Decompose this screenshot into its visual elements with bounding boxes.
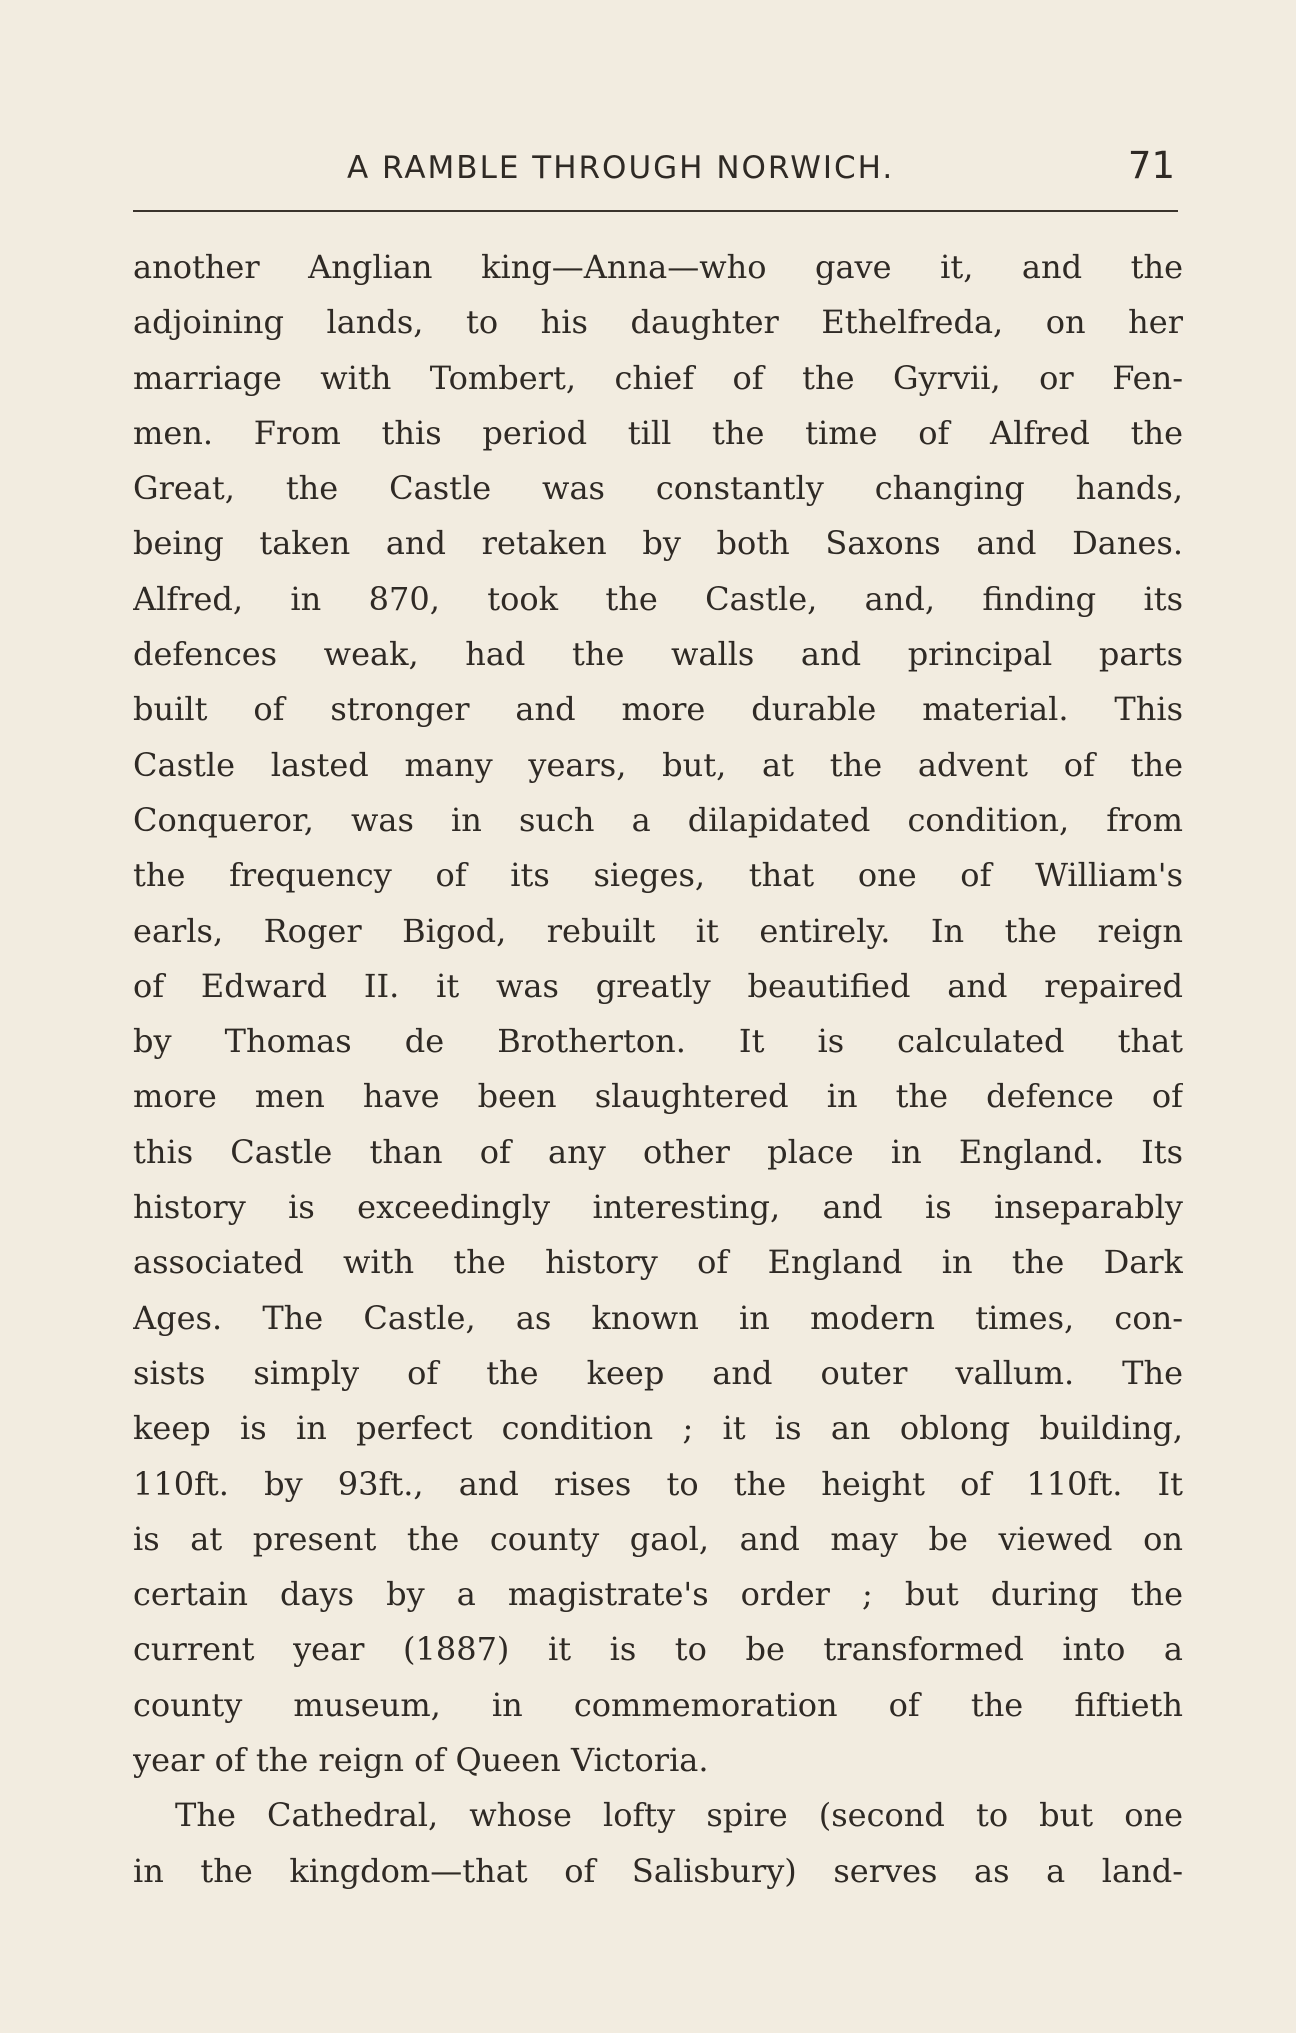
text-line: Conqueror, was in such a dilapidated condition, from xyxy=(133,800,1183,839)
text-line: Great, the Castle was constantly changing hands, xyxy=(133,469,1183,508)
text-line: earls, Roger Bigod, rebuilt it entirely. In the reign xyxy=(133,911,1183,950)
text-line: adjoining lands, to his daughter Ethelfreda, on her xyxy=(133,303,1183,342)
text-line: men. From this period till the time of Alfred the xyxy=(133,413,1183,452)
text-line: Ages. The Castle, as known in modern times, con- xyxy=(133,1298,1183,1337)
text-line: keep is in perfect condition ; it is an oblong building, xyxy=(133,1409,1183,1448)
text-line: is at present the county gaol, and may be viewed on xyxy=(133,1519,1183,1558)
text-line: sists simply of the keep and outer vallum. The xyxy=(133,1353,1183,1392)
text-line: marriage with Tombert, chief of the Gyrvii, or Fen- xyxy=(133,358,1183,397)
text-line: history is exceedingly interesting, and is inseparably xyxy=(133,1188,1183,1227)
text-line: associated with the history of England in the Dark xyxy=(133,1243,1183,1282)
running-title: A RAMBLE THROUGH NORWICH. xyxy=(347,150,895,186)
text-line: 110ft. by 93ft., and rises to the height of 110ft. It xyxy=(133,1464,1183,1503)
text-line: this Castle than of any other place in England. Its xyxy=(133,1132,1183,1171)
header-rule xyxy=(133,210,1178,212)
paragraph-start-line: The Cathedral, whose lofty spire (second to but one xyxy=(175,1796,1183,1835)
text-line: built of stronger and more durable material. This xyxy=(133,690,1183,729)
text-line: certain days by a magistrate's order ; but during the xyxy=(133,1575,1183,1614)
text-line: in the kingdom—that of Salisbury) serves as a land- xyxy=(133,1851,1183,1890)
text-line: current year (1887) it is to be transformed into a xyxy=(133,1630,1183,1669)
text-line: the frequency of its sieges, that one of William's xyxy=(133,856,1183,895)
text-line: county museum, in commemoration of the fiftieth xyxy=(133,1685,1183,1724)
text-line: defences weak, had the walls and principal parts xyxy=(133,635,1183,674)
running-head xyxy=(133,140,1183,200)
text-line: by Thomas de Brotherton. It is calculated that xyxy=(133,1022,1183,1061)
text-line: being taken and retaken by both Saxons and Danes. xyxy=(133,524,1183,563)
text-line: more men have been slaughtered in the defence of xyxy=(133,1077,1183,1116)
body-text xyxy=(133,240,1183,1899)
text-line: Castle lasted many years, but, at the advent of the xyxy=(133,745,1183,784)
paragraph-end-line: year of the reign of Queen Victoria. xyxy=(133,1741,709,1780)
text-line: Alfred, in 870, took the Castle, and, finding its xyxy=(133,579,1183,618)
text-line: another Anglian king—Anna—who gave it, and the xyxy=(133,248,1183,286)
page-number: 71 xyxy=(1127,144,1175,187)
text-line: of Edward II. it was greatly beautified and repaired xyxy=(133,966,1183,1005)
